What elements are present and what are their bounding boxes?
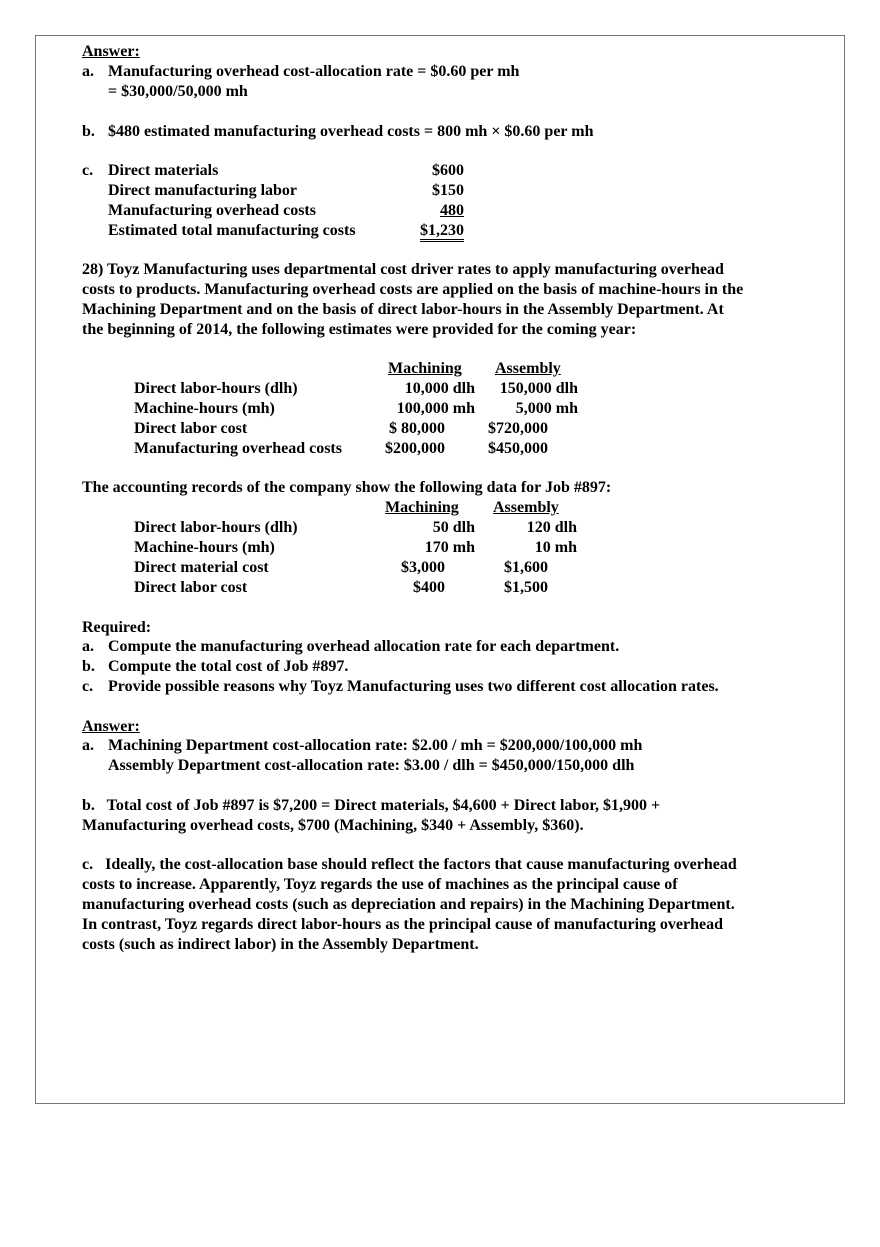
required-heading: Required: <box>82 619 152 636</box>
answer-c-line: costs (such as indirect labor) in the Assembly Department. <box>82 936 479 953</box>
required-item: Compute the manufacturing overhead allocation rate for each department. <box>108 638 620 655</box>
problem-text: the beginning of 2014, the following estimates were provided for the coming year: <box>82 321 637 338</box>
answer-a-line: Assembly Department cost-allocation rate: $3.00 / dlh = $450,000/150,000 dlh <box>108 757 635 774</box>
cost-label: Direct manufacturing labor <box>108 182 298 199</box>
column-header: Assembly <box>495 360 561 377</box>
column-header: Assembly <box>493 499 559 516</box>
cell: 120 dlh <box>526 519 577 536</box>
cell: 50 dlh <box>432 519 475 536</box>
row-label: Manufacturing overhead costs <box>134 440 342 457</box>
cell: 5,000 mh <box>515 400 578 417</box>
row-label: Direct labor cost <box>134 420 248 437</box>
row-label: Direct labor cost <box>134 579 248 596</box>
cell: 150,000 dlh <box>499 380 578 397</box>
list-marker: c. <box>82 162 94 179</box>
cost-label: Estimated total manufacturing costs <box>108 222 356 239</box>
answer-heading: Answer: <box>82 718 140 735</box>
answer-c-line: In contrast, Toyz regards direct labor-hours as the principal cause of manufacturing overhead <box>82 916 724 933</box>
cell: $450,000 <box>488 440 548 457</box>
problem-text: 28) Toyz Manufacturing uses departmental cost driver rates to apply manufacturing overhead <box>82 261 724 278</box>
row-label: Machine-hours (mh) <box>134 539 275 556</box>
answer-a-line: Manufacturing overhead cost-allocation rate = $0.60 per mh <box>108 63 520 80</box>
column-header: Machining <box>385 499 459 516</box>
cost-label: Manufacturing overhead costs <box>108 202 316 219</box>
column-header: Machining <box>388 360 462 377</box>
total-cost-value: $1,230 <box>420 222 464 242</box>
answer-a-line: Machining Department cost-allocation rate: $2.00 / mh = $200,000/100,000 mh <box>108 737 643 754</box>
records-intro: The accounting records of the company show the following data for Job #897: <box>82 479 612 496</box>
list-marker: c. <box>82 678 94 695</box>
answer-b-line: $480 estimated manufacturing overhead costs = 800 mh × $0.60 per mh <box>108 123 594 140</box>
list-marker: b. <box>82 658 95 675</box>
list-marker: a. <box>82 638 94 655</box>
row-label: Direct labor-hours (dlh) <box>134 380 298 397</box>
cost-label: Direct materials <box>108 162 219 179</box>
cell: 10 mh <box>534 539 577 556</box>
problem-text: Machining Department and on the basis of direct labor-hours in the Assembly Department. At <box>82 301 724 318</box>
cell: $200,000 <box>385 440 445 457</box>
cost-value: $150 <box>432 182 464 199</box>
problem-text: costs to products. Manufacturing overhead costs are applied on the basis of machine-hours in the <box>82 281 744 298</box>
cell: $1,600 <box>504 559 548 576</box>
cell: $1,500 <box>504 579 548 596</box>
cell: $400 <box>413 579 445 596</box>
answer-a-line: = $30,000/50,000 mh <box>108 83 248 100</box>
row-label: Direct labor-hours (dlh) <box>134 519 298 536</box>
cost-value: $600 <box>432 162 464 179</box>
cell: 10,000 dlh <box>404 380 475 397</box>
cost-value: 480 <box>440 202 464 219</box>
required-item: Compute the total cost of Job #897. <box>108 658 349 675</box>
answer-b-line: b. Total cost of Job #897 is $7,200 = Direct materials, $4,600 + Direct labor, $1,900 + <box>82 797 661 814</box>
answer-heading: Answer: <box>82 43 140 60</box>
answer-c-line: c. Ideally, the cost-allocation base should reflect the factors that cause manufacturing overhead <box>82 856 737 873</box>
row-label: Direct material cost <box>134 559 269 576</box>
cell: $720,000 <box>488 420 548 437</box>
answer-c-line: costs to increase. Apparently, Toyz regards the use of machines as the principal cause of <box>82 876 678 893</box>
required-item: Provide possible reasons why Toyz Manufacturing uses two different cost allocation rates. <box>108 678 719 695</box>
cell: 170 mh <box>424 539 475 556</box>
list-marker: a. <box>82 63 94 80</box>
cell: $3,000 <box>401 559 445 576</box>
list-marker: a. <box>82 737 94 754</box>
cell: 100,000 mh <box>396 400 475 417</box>
cell: $ 80,000 <box>389 420 445 437</box>
row-label: Machine-hours (mh) <box>134 400 275 417</box>
answer-c-line: manufacturing overhead costs (such as depreciation and repairs) in the Machining Department. <box>82 896 735 913</box>
list-marker: b. <box>82 123 95 140</box>
answer-b-line: Manufacturing overhead costs, $700 (Machining, $340 + Assembly, $360). <box>82 817 584 834</box>
